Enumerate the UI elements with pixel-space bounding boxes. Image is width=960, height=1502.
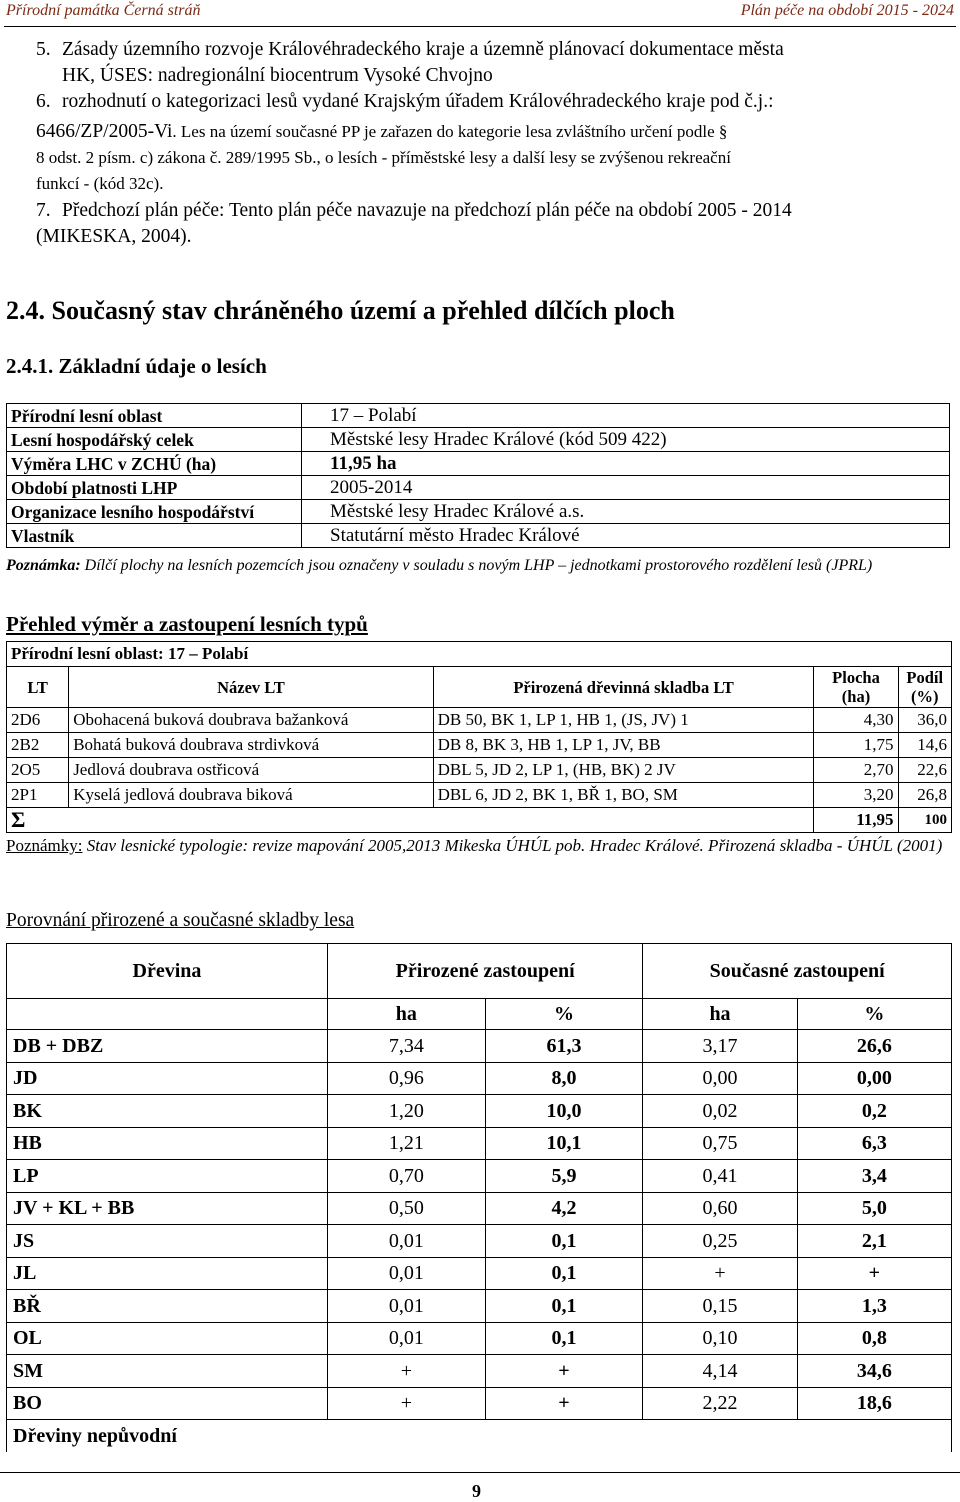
header-right: Plán péče na období 2015 - 2024 [740,2,954,19]
comparison-table [6,943,952,1452]
table-row: 2P1 Kyselá jedlová doubrava biková DBL 6, JD 2, BK 1, BŘ 1, BO, SM 3,20 26,8 [7,783,952,808]
table-row: SM + + 4,14 34,6 [7,1355,952,1388]
page-footer [0,1472,960,1501]
table-row: HB 1,21 10,1 0,75 6,3 [7,1127,952,1160]
table-row: 2B2 Bohatá buková doubrava strdivková DB 8, BK 3, HB 1, LP 1, JV, BB 1,75 14,6 [7,733,952,758]
table-row: Období platnosti LHP 2005-2014 [7,476,950,500]
list-item: 5. Zásady územního rozvoje Královéhradeckého kraje a územně plánovací dokumentace města HK, ÚSES: nadregionální biocentrum Vysoké Chvojno [36,39,784,86]
section-title: 2.4. Současný stav chráněného území a přehled dílčích ploch [6,296,675,325]
table-row: 2D6 Obohacená buková doubrava bažanková DB 50, BK 1, LP 1, HB 1, (JS, JV) 1 4,30 36,0 [7,708,952,733]
table-header: Dřevina Přirozené zastoupení Současné zastoupení [7,944,952,999]
note: Poznámky: Stav lesnické typologie: revize mapování 2005,2013 Mikeska ÚHÚL pob. Hradec Králové. Přirozená skladba - ÚHÚL (2001) [6,836,943,855]
table-row: BŘ 0,01 0,1 0,15 1,3 [7,1290,952,1323]
basic-info-table [6,403,950,548]
table-row: Vlastník Statutární město Hradec Králové [7,524,950,548]
page-number: 9 [472,1481,481,1501]
table-header: LT Název LT Přirozená dřevinná skladba LT Plocha (ha) Podíl (%) [7,667,952,708]
list-item-cont: 6466/ZP/2005-Vi. Les na území současné PP je zařazen do kategorie lesa zvláštního určení podle § [36,121,728,142]
comparison-title: Porovnání přirozené a současné skladby lesa [6,910,355,931]
table-row: BO + + 2,22 18,6 [7,1387,952,1420]
page-header [4,0,956,27]
table-row: 2O5 Jedlová doubrava ostřicová DBL 5, JD 2, LP 1, (HB, BK) 2 JV 2,70 22,6 [7,758,952,783]
table-row: DB + DBZ 7,34 61,3 3,17 26,6 [7,1030,952,1063]
list-item: 7. Předchozí plán péče: Tento plán péče navazuje na předchozí plán péče na období 2005 - 2014 [36,200,792,221]
forest-types-table [6,641,952,833]
header-left: Přírodní památka Černá stráň [6,2,201,19]
table-row: Přírodní lesní oblast 17 – Polabí [7,404,950,428]
subsection-title: 2.4.1. Základní údaje o lesích [6,354,267,378]
sum-symbol: Σ [7,808,814,833]
table-row: Přírodní lesní oblast: 17 – Polabí [7,642,952,667]
table-row: JD 0,96 8,0 0,00 0,00 [7,1062,952,1095]
table-row: JV + KL + BB 0,50 4,2 0,60 5,0 [7,1192,952,1225]
table-row: BK 1,20 10,0 0,02 0,2 [7,1095,952,1128]
list-item: 6. rozhodnutí o kategorizaci lesů vydané Krajským úřadem Královéhradeckého kraje pod č.j.: [36,91,774,112]
table-row: Dřeviny nepůvodní [7,1420,952,1452]
note: Poznámka: Dílčí plochy na lesních pozemcích jsou označeny v souladu s novým LHP – jednotkami prostorového rozdělení lesů (JPRL) [6,557,873,574]
list-item-cont: 8 odst. 2 písm. c) zákona č. 289/1995 Sb., o lesích - příměstské lesy a další lesy se zvýšenou rekreační funkcí - (kód 32c). [36,148,731,193]
table-row: LP 0,70 5,9 0,41 3,4 [7,1160,952,1193]
table-row: Výměra LHC v ZCHÚ (ha) 11,95 ha [7,452,950,476]
table-row: OL 0,01 0,1 0,10 0,8 [7,1322,952,1355]
table-row: JS 0,01 0,1 0,25 2,1 [7,1225,952,1258]
list-item-cont: (MIKESKA, 2004). [36,226,192,247]
table-sum-row: Σ 11,95 100 [7,808,952,833]
table-row: JL 0,01 0,1 + + [7,1257,952,1290]
table-row: Organizace lesního hospodářství Městské lesy Hradec Králové a.s. [7,500,950,524]
table-row: Lesní hospodářský celek Městské lesy Hradec Králové (kód 509 422) [7,428,950,452]
table-header: ha % ha % [7,999,952,1030]
forest-types-title: Přehled výměr a zastoupení lesních typů [6,612,368,636]
